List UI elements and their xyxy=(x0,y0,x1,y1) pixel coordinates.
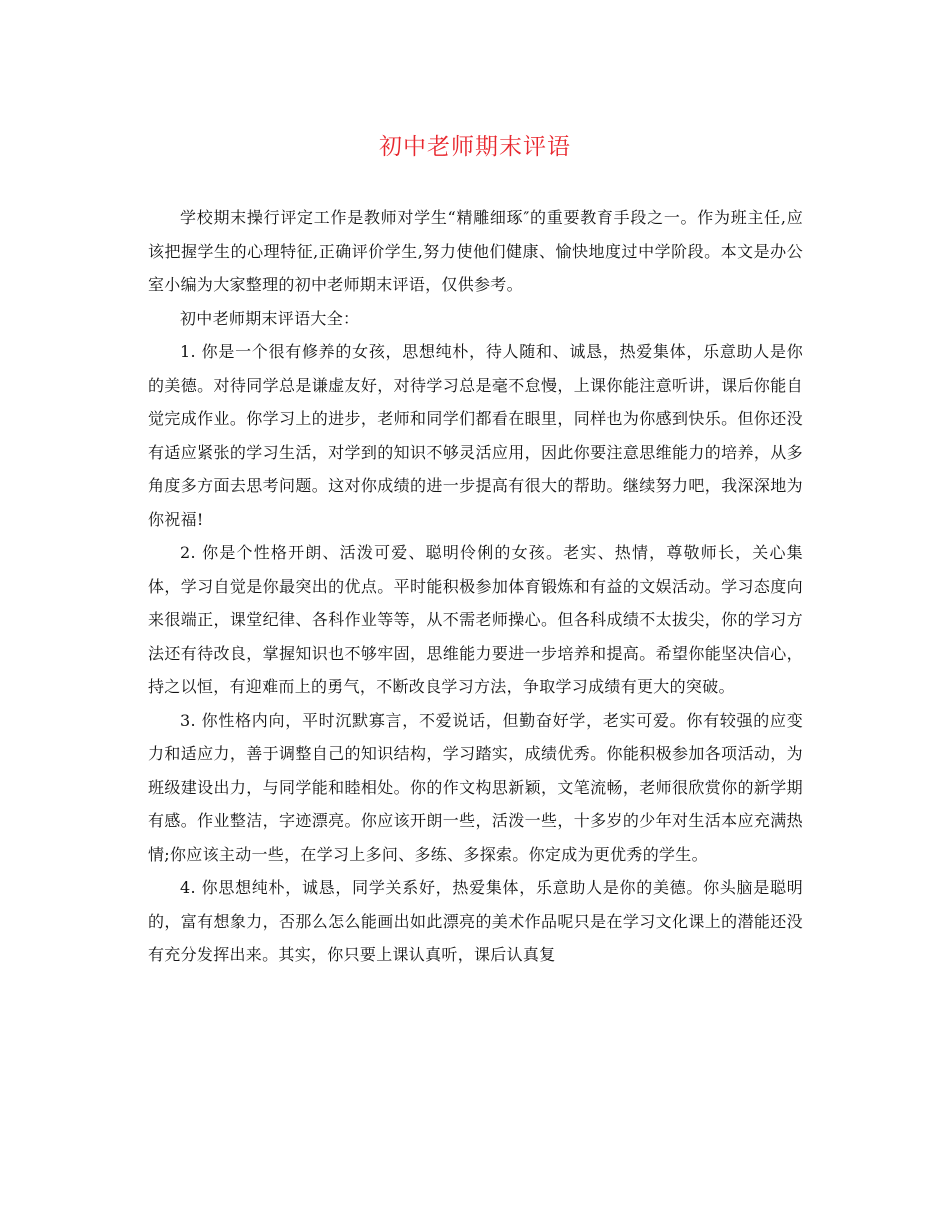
paragraph-comment-3: 3. 你性格内向，平时沉默寡言，不爱说话，但勤奋好学，老实可爱。你有较强的应变力和适应力，善于调整自己的知识结构，学习踏实，成绩优秀。你能积极参加各项活动，为班级建设出力，与同学能和睦相处。你的作文构思新颖，文笔流畅，老师很欣赏你的新学期有感。作业整洁，字迹漂亮。你应该开朗一些，活泼一些，十多岁的少年对生活本应充满热情;你应该主动一些，在学习上多问、多练、多探索。你定成为更优秀的学生。 xyxy=(148,710,803,864)
paragraph-comment-1: 1. 你是一个很有修养的女孩，思想纯朴，待人随和、诚恳，热爱集体，乐意助人是你的美德。对待同学总是谦虚友好，对待学习总是毫不怠慢，上课你能注意听讲，课后你能自觉完成作业。你学习上的进步，老师和同学们都看在眼里，同样也为你感到快乐。但你还没有适应紧张的学习生活，对学到的知识不够灵活应用，因此你要注意思维能力的培养，从多角度多方面去思考问题。这对你成绩的进一步提高有很大的帮助。继续努力吧，我深深地为你祝福! xyxy=(148,342,803,529)
paragraph-comment-2: 2. 你是个性格开朗、活泼可爱、聪明伶俐的女孩。老实、热情，尊敬师长，关心集体，学习自觉是你最突出的优点。平时能积极参加体育锻炼和有益的文娱活动。学习态度向来很端正，课堂纪律、各科作业等等，从不需老师操心。但各科成绩不太拔尖，你的学习方法还有待改良，掌握知识也不够牢固，思维能力要进一步培养和提高。希望你能坚决信心，持之以恒，有迎难而上的勇气，不断改良学习方法，争取学习成绩有更大的突破。 xyxy=(148,543,803,696)
paragraph-heading: 初中老师期末评语大全： xyxy=(180,308,360,328)
paragraph-intro: 学校期末操行评定工作是教师对学生“精雕细琢″的重要教育手段之一。作为班主任,应该把握学生的心理特征,正确评价学生,努力使他们健康、愉快地度过中学阶段。本文是办公室小编为大家整理的初中老师期末评语，仅供参考。 xyxy=(148,208,803,294)
paragraph-comment-4: 4. 你思想纯朴，诚恳，同学关系好，热爱集体，乐意助人是你的美德。你头脑是聪明的，富有想象力，否那么怎么能画出如此漂亮的美术作品呢只是在学习文化课上的潜能还没有充分发挥出来。其实，你只要上课认真听，课后认真复 xyxy=(148,878,803,964)
document-body xyxy=(148,201,803,972)
document-title: 初中老师期末评语 xyxy=(379,134,571,160)
